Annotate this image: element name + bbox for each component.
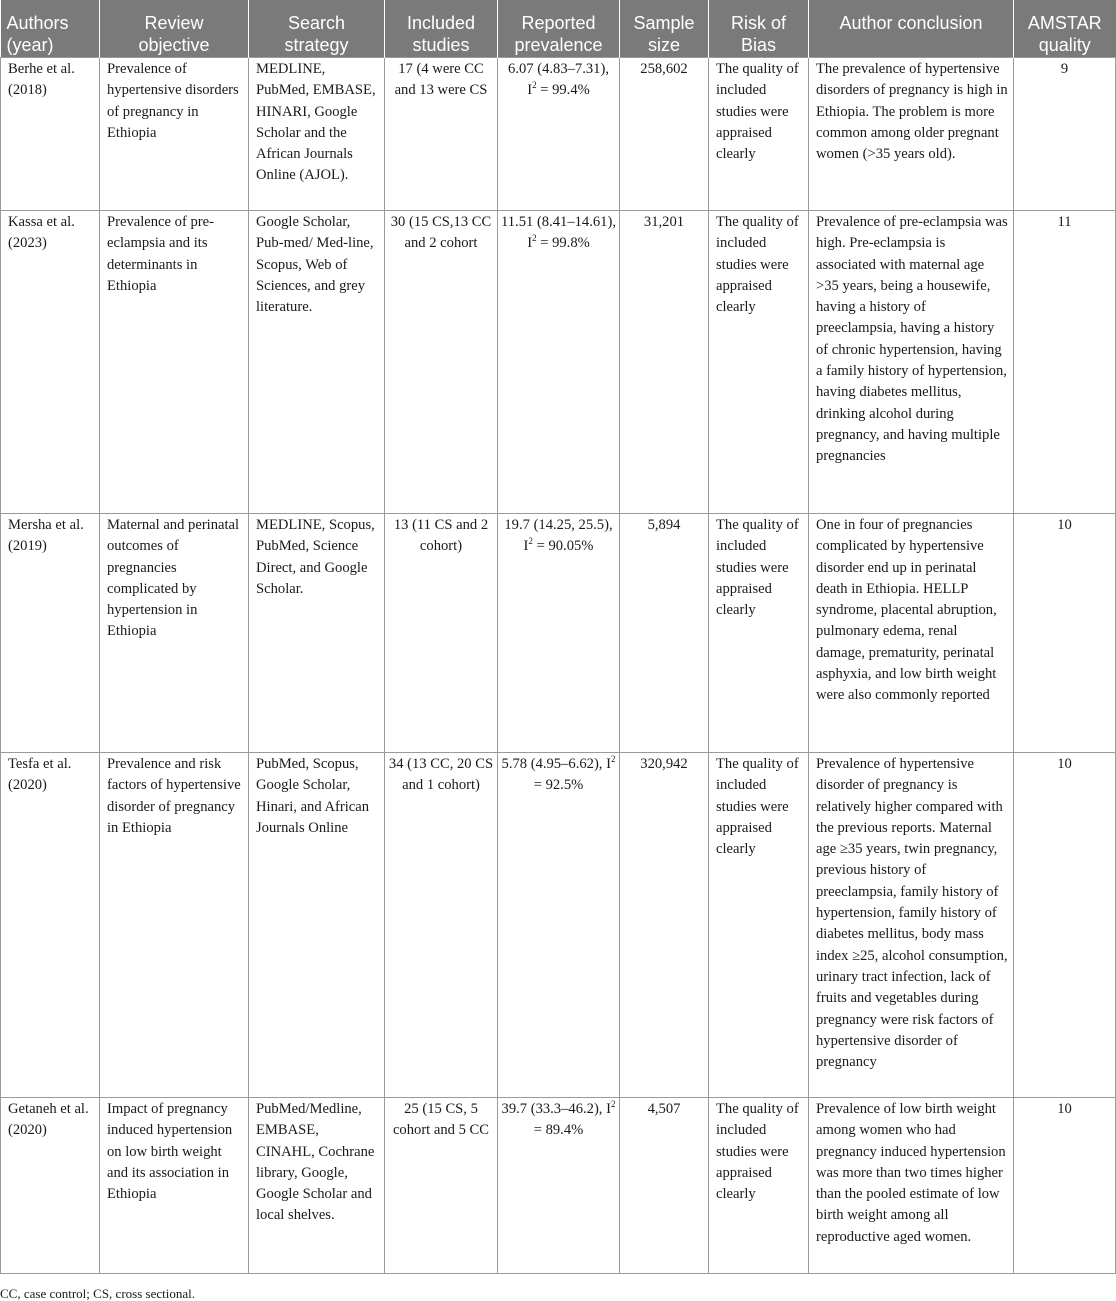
prevalence-estimate: 39.7 (33.3–46.2), [501, 1101, 603, 1117]
prevalence-estimate: 19.7 (14.25, 25.5), [504, 517, 613, 533]
cell-included: 17 (4 were CC and 13 were CS [385, 58, 498, 211]
cell-sample-size: 320,942 [620, 753, 709, 1098]
heterogeneity-value: = 90.05% [532, 538, 594, 555]
cell-risk-of-bias: The quality of included studies were appraised clearly [709, 753, 809, 1098]
heterogeneity-value: = 99.4% [536, 82, 590, 99]
prevalence-estimate: 11.51 (8.41–14.61), [501, 214, 616, 230]
cell-conclusion: Prevalence of low birth weight among women who had pregnancy induced hypertension was more than two times higher than the pooled estimate of low birth weight among all reproductive aged women. [809, 1098, 1014, 1274]
cell-sample-size: 4,507 [620, 1098, 709, 1274]
cell-author: Kassa et al. (2023) [1, 211, 100, 514]
cell-author: Tesfa et al. (2020) [1, 753, 100, 1098]
cell-conclusion: The prevalence of hypertensive disorders of pregnancy is high in Ethiopia. The problem is more common among older pregnant women (>35 years old). [809, 58, 1014, 211]
header-row [1, 0, 1116, 58]
header-risk-of-bias: Risk of Bias [709, 0, 809, 58]
cell-conclusion: Prevalence of pre-eclampsia was high. Pre-eclampsia is associated with maternal age >35 years, being a housewife, having a history of preeclampsia, having a history of chronic hypertension, having a family history of hypertension, having diabetes mellitus, drinking alcohol during pregnancy, and having multiple pregnancies [809, 211, 1014, 514]
cell-included: 25 (15 CS, 5 cohort and 5 CC [385, 1098, 498, 1274]
cell-author: Getaneh et al. (2020) [1, 1098, 100, 1274]
header-author-conclusion: Author conclusion [809, 0, 1014, 58]
cell-sample-size: 258,602 [620, 58, 709, 211]
i-squared-exponent: 2 [532, 233, 537, 244]
cell-search: PubMed/Medline, EMBASE, CINAHL, Cochrane library, Google, Google Scholar and local shelves. [249, 1098, 385, 1274]
cell-prevalence [498, 1098, 620, 1274]
header-included-studies: Included studies [385, 0, 498, 58]
cell-risk-of-bias: The quality of included studies were appraised clearly [709, 58, 809, 211]
table-row [1, 58, 1116, 211]
cell-objective: Maternal and perinatal outcomes of pregnancies complicated by hypertension in Ethiopia [100, 514, 249, 753]
i-squared-exponent: 2 [610, 754, 616, 765]
i-squared-exponent: 2 [528, 536, 533, 547]
cell-amstar: 10 [1014, 514, 1116, 753]
prevalence-estimate: 6.07 (4.83–7.31), [508, 61, 609, 77]
cell-objective: Prevalence and risk factors of hypertensive disorder of pregnancy in Ethiopia [100, 753, 249, 1098]
table-row [1, 514, 1116, 753]
heterogeneity-value: = 92.5% [533, 777, 584, 794]
header-search-strategy: Search strategy [249, 0, 385, 58]
heterogeneity-value: = 99.8% [536, 235, 590, 252]
heterogeneity-value: = 89.4% [533, 1122, 584, 1139]
i-squared-symbol: I [527, 235, 533, 252]
cell-included: 34 (13 CC, 20 CS and 1 cohort) [385, 753, 498, 1098]
header-amstar-quality: AMSTAR quality [1014, 0, 1116, 58]
cell-search: MEDLINE, Scopus, PubMed, Science Direct, and Google Scholar. [249, 514, 385, 753]
cell-search: PubMed, Scopus, Google Scholar, Hinari, and African Journals Online [249, 753, 385, 1098]
cell-included: 13 (11 CS and 2 cohort) [385, 514, 498, 753]
cell-objective: Prevalence of hypertensive disorders of pregnancy in Ethiopia [100, 58, 249, 211]
cell-risk-of-bias: The quality of included studies were appraised clearly [709, 1098, 809, 1274]
cell-sample-size: 5,894 [620, 514, 709, 753]
prevalence-estimate: 5.78 (4.95–6.62), [501, 756, 603, 772]
cell-prevalence [498, 58, 620, 211]
i-squared-exponent: 2 [610, 1099, 616, 1110]
cell-prevalence [498, 753, 620, 1098]
cell-conclusion: Prevalence of hypertensive disorder of pregnancy is relatively higher compared with the previous reports. Maternal age ≥35 years, twin pregnancy, previous history of preeclampsia, family history of hypertension, family history of diabetes mellitus, body mass index ≥25, alcohol consumption, urinary tract infection, lack of fruits and vegetables during pregnancy were risk factors of hypertensive disorder of pregnancy [809, 753, 1014, 1098]
header-authors: Authors (year) [1, 0, 100, 58]
table-footnote: CC, case control; CS, cross sectional. [0, 1286, 195, 1301]
i-squared-symbol: I [527, 82, 533, 99]
cell-search: MEDLINE, PubMed, EMBASE, HINARI, Google Scholar and the African Journals Online (AJOL). [249, 58, 385, 211]
cell-prevalence [498, 211, 620, 514]
header-review-objective: Review objective [100, 0, 249, 58]
i-squared-symbol: I [606, 1101, 611, 1117]
cell-amstar: 11 [1014, 211, 1116, 514]
header-reported-prevalence: Reported prevalence [498, 0, 620, 58]
cell-amstar: 9 [1014, 58, 1116, 211]
cell-amstar: 10 [1014, 753, 1116, 1098]
cell-risk-of-bias: The quality of included studies were appraised clearly [709, 211, 809, 514]
i-squared-symbol: I [606, 756, 611, 772]
cell-author: Mersha et al. (2019) [1, 514, 100, 753]
i-squared-symbol: I [523, 538, 529, 555]
cell-search: Google Scholar, Pub-med/ Med-line, Scopus, Web of Sciences, and grey literature. [249, 211, 385, 514]
cell-amstar: 10 [1014, 1098, 1116, 1274]
cell-included: 30 (15 CS,13 CC and 2 cohort [385, 211, 498, 514]
table-row [1, 211, 1116, 514]
cell-objective: Impact of pregnancy induced hypertension on low birth weight and its association in Ethiopia [100, 1098, 249, 1274]
table-row [1, 753, 1116, 1098]
cell-objective: Prevalence of pre-eclampsia and its determinants in Ethiopia [100, 211, 249, 514]
cell-conclusion: One in four of pregnancies complicated by hypertensive disorder end up in perinatal death in Ethiopia. HELLP syndrome, placental abruption, pulmonary edema, renal damage, prematurity, perinatal asphyxia, and low birth weight were also commonly reported [809, 514, 1014, 753]
header-sample-size: Sample size [620, 0, 709, 58]
cell-sample-size: 31,201 [620, 211, 709, 514]
cell-risk-of-bias: The quality of included studies were appraised clearly [709, 514, 809, 753]
cell-author: Berhe et al. (2018) [1, 58, 100, 211]
cell-prevalence [498, 514, 620, 753]
table-row [1, 1098, 1116, 1274]
i-squared-exponent: 2 [532, 80, 537, 91]
